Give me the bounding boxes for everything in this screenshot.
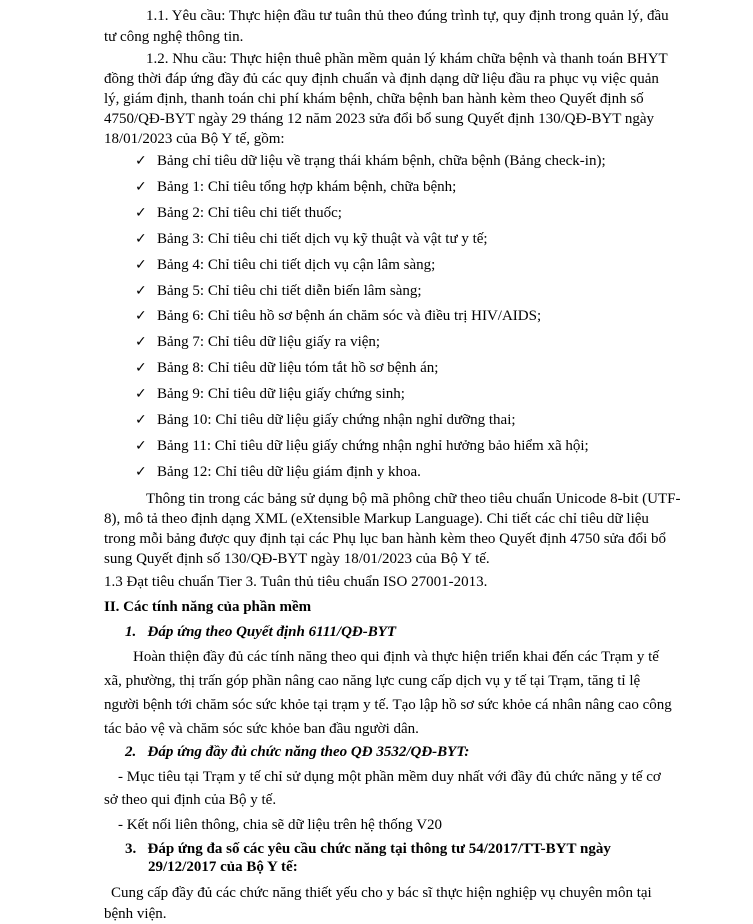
checklist-item: Bảng 12: Chỉ tiêu dữ liệu giám định y khoa. xyxy=(157,464,421,480)
para-1-2-line3: lý, giám định, thanh toán chi phí khám bệnh, chữa bệnh ban hành kèm theo Quyết định số xyxy=(104,91,644,107)
para-1-2-line4: 4750/QĐ-BYT ngày 29 tháng 12 năm 2023 sửa đổi bổ sung Quyết định 130/QĐ-BYT ngày xyxy=(104,111,655,127)
checklist-item: Bảng 10: Chỉ tiêu dữ liệu giấy chứng nhận nghỉ dưỡng thai; xyxy=(157,412,516,428)
checklist-item: Bảng 6: Chỉ tiêu hồ sơ bệnh án chăm sóc và điều trị HIV/AIDS; xyxy=(157,308,542,324)
check-icon: ✓ xyxy=(135,153,147,169)
item-3-heading-line1: 3. Đáp ứng đa số các yêu cầu chức năng tại thông tư 54/2017/TT-BYT ngày xyxy=(125,841,611,857)
item-3-heading-line2: 29/12/2017 của Bộ Y tế: xyxy=(148,859,298,875)
item-1-line2: xã, phường, thị trấn góp phần nâng cao năng lực cung cấp dịch vụ y tế tại Trạm, tăng tỉ lệ xyxy=(104,673,641,689)
checklist-item: Bảng 8: Chỉ tiêu dữ liệu tóm tắt hồ sơ bệnh án; xyxy=(157,360,439,376)
check-icon: ✓ xyxy=(135,438,147,454)
item-1-line3: người bệnh tới chăm sóc sức khỏe tại trạm y tế. Tạo lập hồ sơ sức khỏe cá nhân nâng cao công xyxy=(104,697,672,713)
para-1-2-line5: 18/01/2023 của Bộ Y tế, gồm: xyxy=(104,131,285,147)
check-icon: ✓ xyxy=(135,360,147,376)
checklist-item: Bảng 7: Chỉ tiêu dữ liệu giấy ra viện; xyxy=(157,334,381,350)
check-icon: ✓ xyxy=(135,179,147,195)
check-icon: ✓ xyxy=(135,231,147,247)
info-line2: 8), mô tả theo định dạng XML (eXtensible Markup Language). Chi tiết các chỉ tiêu dữ liệu xyxy=(104,511,649,527)
checklist-item: Bảng 11: Chỉ tiêu dữ liệu giấy chứng nhận nghỉ hưởng bảo hiểm xã hội; xyxy=(157,438,589,454)
item-2-line2: sở theo qui định của Bộ y tế. xyxy=(104,792,277,808)
check-icon: ✓ xyxy=(135,334,147,350)
check-icon: ✓ xyxy=(135,257,147,273)
check-icon: ✓ xyxy=(135,412,147,428)
item-2-heading: 2. Đáp ứng đầy đủ chức năng theo QĐ 3532/QĐ-BYT: xyxy=(125,744,470,760)
checklist-item: Bảng 3: Chỉ tiêu chi tiết dịch vụ kỹ thuật và vật tư y tế; xyxy=(157,231,488,247)
info-line4: sung Quyết định số 130/QĐ-BYT ngày 18/01/2023 của Bộ Y tế. xyxy=(104,551,490,567)
item-1-heading: 1. Đáp ứng theo Quyết định 6111/QĐ-BYT xyxy=(125,624,397,640)
section-ii-heading: II. Các tính năng của phần mềm xyxy=(104,599,312,615)
para-1-3: 1.3 Đạt tiêu chuẩn Tier 3. Tuân thủ tiêu chuẩn ISO 27001-2013. xyxy=(104,574,488,590)
check-icon: ✓ xyxy=(135,283,147,299)
checklist-item: Bảng 4: Chỉ tiêu chi tiết dịch vụ cận lâm sàng; xyxy=(157,257,436,273)
item-2-line3: - Kết nối liên thông, chia sẽ dữ liệu trên hệ thống V20 xyxy=(118,817,443,833)
check-icon: ✓ xyxy=(135,205,147,221)
checklist-item: Bảng 1: Chỉ tiêu tổng hợp khám bệnh, chữa bệnh; xyxy=(157,179,457,195)
para-1-1-line2: tư công nghệ thông tin. xyxy=(104,29,244,45)
para-1-2-line1: 1.2. Nhu cầu: Thực hiện thuê phần mềm quản lý khám chữa bệnh và thanh toán BHYT xyxy=(146,51,668,67)
checklist-item: Bảng 5: Chỉ tiêu chi tiết diễn biến lâm sàng; xyxy=(157,283,422,299)
item-1-line4: tác bảo vệ và chăm sóc sức khỏe ban đầu người dân. xyxy=(104,721,419,737)
item-1-line1: Hoàn thiện đầy đủ các tính năng theo qui định và thực hiện triển khai đến các Trạm y tế xyxy=(133,649,659,665)
check-icon: ✓ xyxy=(135,464,147,480)
para-1-1-line1: 1.1. Yêu cầu: Thực hiện đầu tư tuân thủ theo đúng trình tự, quy định trong quản lý, đầu xyxy=(146,8,669,24)
checklist-item: Bảng 2: Chỉ tiêu chi tiết thuốc; xyxy=(157,205,342,221)
checklist-item: Bảng chỉ tiêu dữ liệu về trạng thái khám bệnh, chữa bệnh (Bảng check-in); xyxy=(157,153,606,169)
item-3-line1: Cung cấp đầy đủ các chức năng thiết yếu cho y bác sĩ thực hiện nghiệp vụ chuyên môn tại xyxy=(111,885,652,901)
item-2-line1: - Mục tiêu tại Trạm y tế chỉ sử dụng một phần mềm duy nhất với đầy đủ chức năng y tế cơ xyxy=(118,769,661,785)
para-1-2-line2: đồng thời đáp ứng đầy đủ các quy định chuẩn và định dạng dữ liệu đầu ra phục vụ việc quản xyxy=(104,71,659,87)
info-line3: trong mỗi bảng được quy định tại các Phụ lục ban hành kèm theo Quyết định 4750 sửa đổi bổ xyxy=(104,531,667,547)
check-icon: ✓ xyxy=(135,308,147,324)
item-3-line2: bệnh viện. xyxy=(104,906,167,922)
check-icon: ✓ xyxy=(135,386,147,402)
info-line1: Thông tin trong các bảng sử dụng bộ mã phông chữ theo tiêu chuẩn Unicode 8-bit (UTF- xyxy=(146,491,681,507)
checklist-item: Bảng 9: Chỉ tiêu dữ liệu giấy chứng sinh; xyxy=(157,386,405,402)
